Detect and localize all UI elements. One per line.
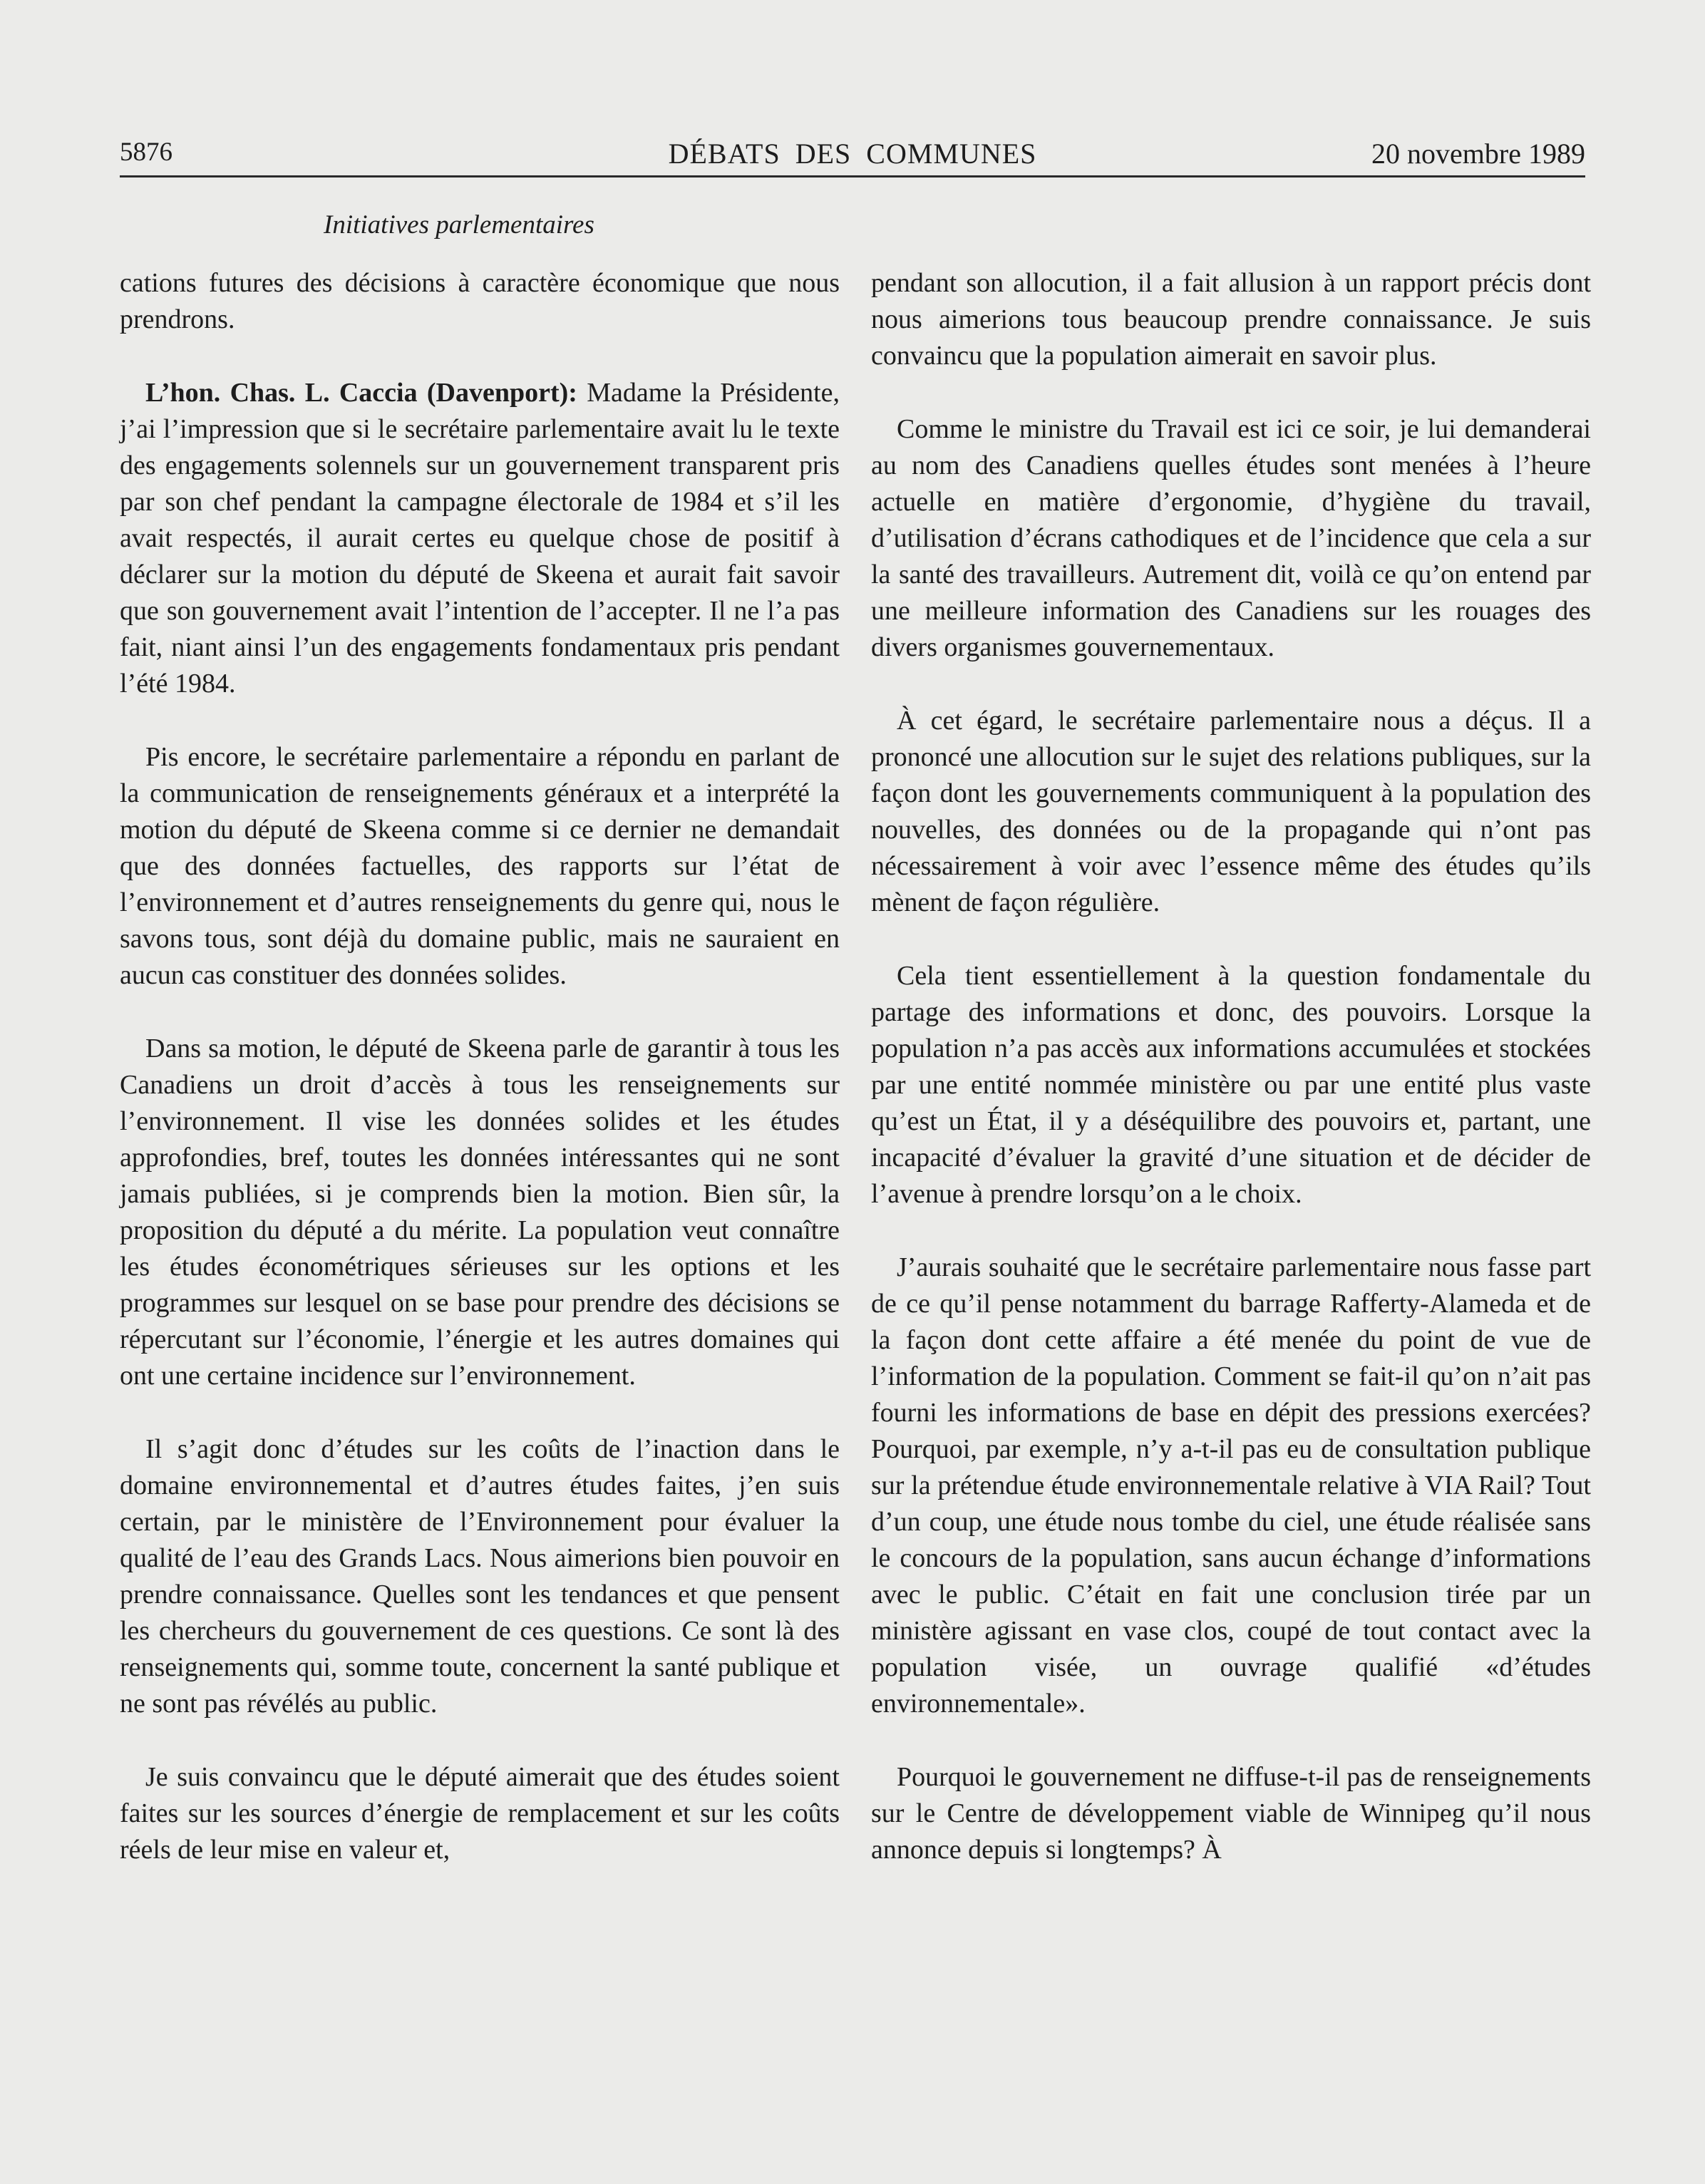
speaker-paragraph: [120, 375, 840, 702]
paragraph: J’aurais souhaité que le secrétaire parlementaire nous fasse part de ce qu’il pense notamment du barrage Rafferty-Alameda et de la façon dont cette affaire a été menée du point de vue de l’information de la population. Comment se fait-il qu’on n’ait pas fourni les informations de base en dépit des pressions exercées? Pourquoi, par exemple, n’y a-t-il pas eu de consultation publique sur la prétendue étude environnementale relative à VIA Rail? Tout d’un coup, une étude nous tombe du ciel, une étude réalisée sans le concours de la population, sans aucun échange d’informations avec le public. C’était en fait une conclusion tirée par un ministère agissant en vase clos, coupé de tout contact avec la population visée, un ouvrage qualifié «d’études environnementale».: [871, 1252, 1591, 1719]
paragraph: Comme le ministre du Travail est ici ce soir, je lui demanderai au nom des Canadiens quelles études sont menées à l’heure actuelle en matière d’ergonomie, d’hygiène du travail, d’utilisation d’écrans cathodiques et de l’incidence que cela a sur la santé des travailleurs. Autrement dit, voilà ce qu’on entend par une meilleure information des Canadiens sur les rouages des divers organismes gouvernementaux.: [871, 414, 1591, 662]
paragraph: Cela tient essentiellement à la question fondamentale du partage des informations et donc, des pouvoirs. Lorsque la population n’a pas accès aux informations accumulées et stockées par une entité nommée ministère ou par une entité plus vaste qu’est un État, il y a déséquilibre des pouvoirs et, partant, une incapacité d’évaluer la gravité d’une situation et de décider de l’avenue à prendre lorsqu’on a le choix.: [871, 961, 1591, 1209]
right-column: [871, 265, 1591, 1905]
paragraph: Pourquoi le gouvernement ne diffuse-t-il pas de renseignements sur le Centre de développement viable de Winnipeg qu’il nous annonce depuis si longtemps? À: [871, 1762, 1591, 1865]
page-number: 5876: [120, 138, 172, 167]
header-rule: [120, 175, 1585, 177]
paragraph: Je suis convaincu que le député aimerait que des études soient faites sur les sources d’énergie de remplacement et sur les coûts réels de leur mise en valeur et,: [120, 1762, 840, 1865]
paragraph: À cet égard, le secrétaire parlementaire nous a déçus. Il a prononcé une allocution sur le sujet des relations publiques, sur la façon dont les gouvernements communiquent à la population des nouvelles, des données ou de la propagande qui n’ont pas nécessairement à voir avec l’essence même des études qu’ils mènent de façon régulière.: [871, 706, 1591, 917]
speaker-name: L’hon. Chas. L. Caccia (Davenport):: [145, 378, 577, 408]
paragraph: cations futures des décisions à caractère économique que nous prendrons.: [120, 268, 840, 334]
paragraph: Il s’agit donc d’études sur les coûts de l’inaction dans le domaine environnemental et d’autres études faites, j’en suis certain, par le ministère de l’Environnement pour évaluer la qualité de l’eau des Grands Lacs. Nous aimerions bien pouvoir en prendre connaissance. Quelles sont les tendances et que pensent les chercheurs du gouvernement de ces questions. Ce sont là des renseignements qui, somme toute, concernent la santé publique et ne sont pas révélés au public.: [120, 1434, 840, 1719]
paragraph: pendant son allocution, il a fait allusion à un rapport précis dont nous aimerions tous beaucoup prendre connaissance. Je suis convaincu que la population aimerait en savoir plus.: [871, 268, 1591, 371]
left-column: [120, 265, 840, 1905]
page-header: [120, 134, 1585, 177]
paragraph: Dans sa motion, le député de Skeena parle de garantir à tous les Canadiens un droit d’accès à tous les renseignements sur l’environnement. Il vise les données solides et les études approfondies, bref, toutes les données intéressantes qui ne sont jamais publiées, si je comprends bien la motion. Bien sûr, la proposition du député a du mérite. La population veut connaître les études économétriques sérieuses sur les options et les programmes sur lesquel on se base pour prendre des décisions se répercutant sur l’économie, l’énergie et les autres domaines qui ont une certaine incidence sur l’environnement.: [120, 1034, 840, 1391]
header-date: 20 novembre 1989: [1371, 138, 1585, 170]
publication-title: DÉBATS DES COMMUNES: [668, 138, 1037, 170]
paragraph: Pis encore, le secrétaire parlementaire a répondu en parlant de la communication de renseignements généraux et a interprété la motion du député de Skeena comme si ce dernier ne demandait que des données factuelles, des rapports sur l’état de l’environnement et d’autres renseignements du genre qui, nous le savons tous, sont déjà du domaine public, mais ne sauraient en aucun cas constituer des données solides.: [120, 742, 840, 990]
section-title: Initiatives parlementaires: [324, 210, 594, 239]
speech-text: Madame la Présidente, j’ai l’impression que si le secrétaire parlementaire avait lu le texte des engagements solennels sur un gouvernement transparent pris par son chef pendant la campagne électorale de 1984 et s’il les avait respectés, il aurait certes eu quelque chose de positif à déclarer sur la motion du député de Skeena et aurait fait savoir que son gouvernement avait l’intention de l’accepter. Il ne l’a pas fait, niant ainsi l’un des engagements fondamentaux pris pendant l’été 1984.: [120, 378, 840, 699]
